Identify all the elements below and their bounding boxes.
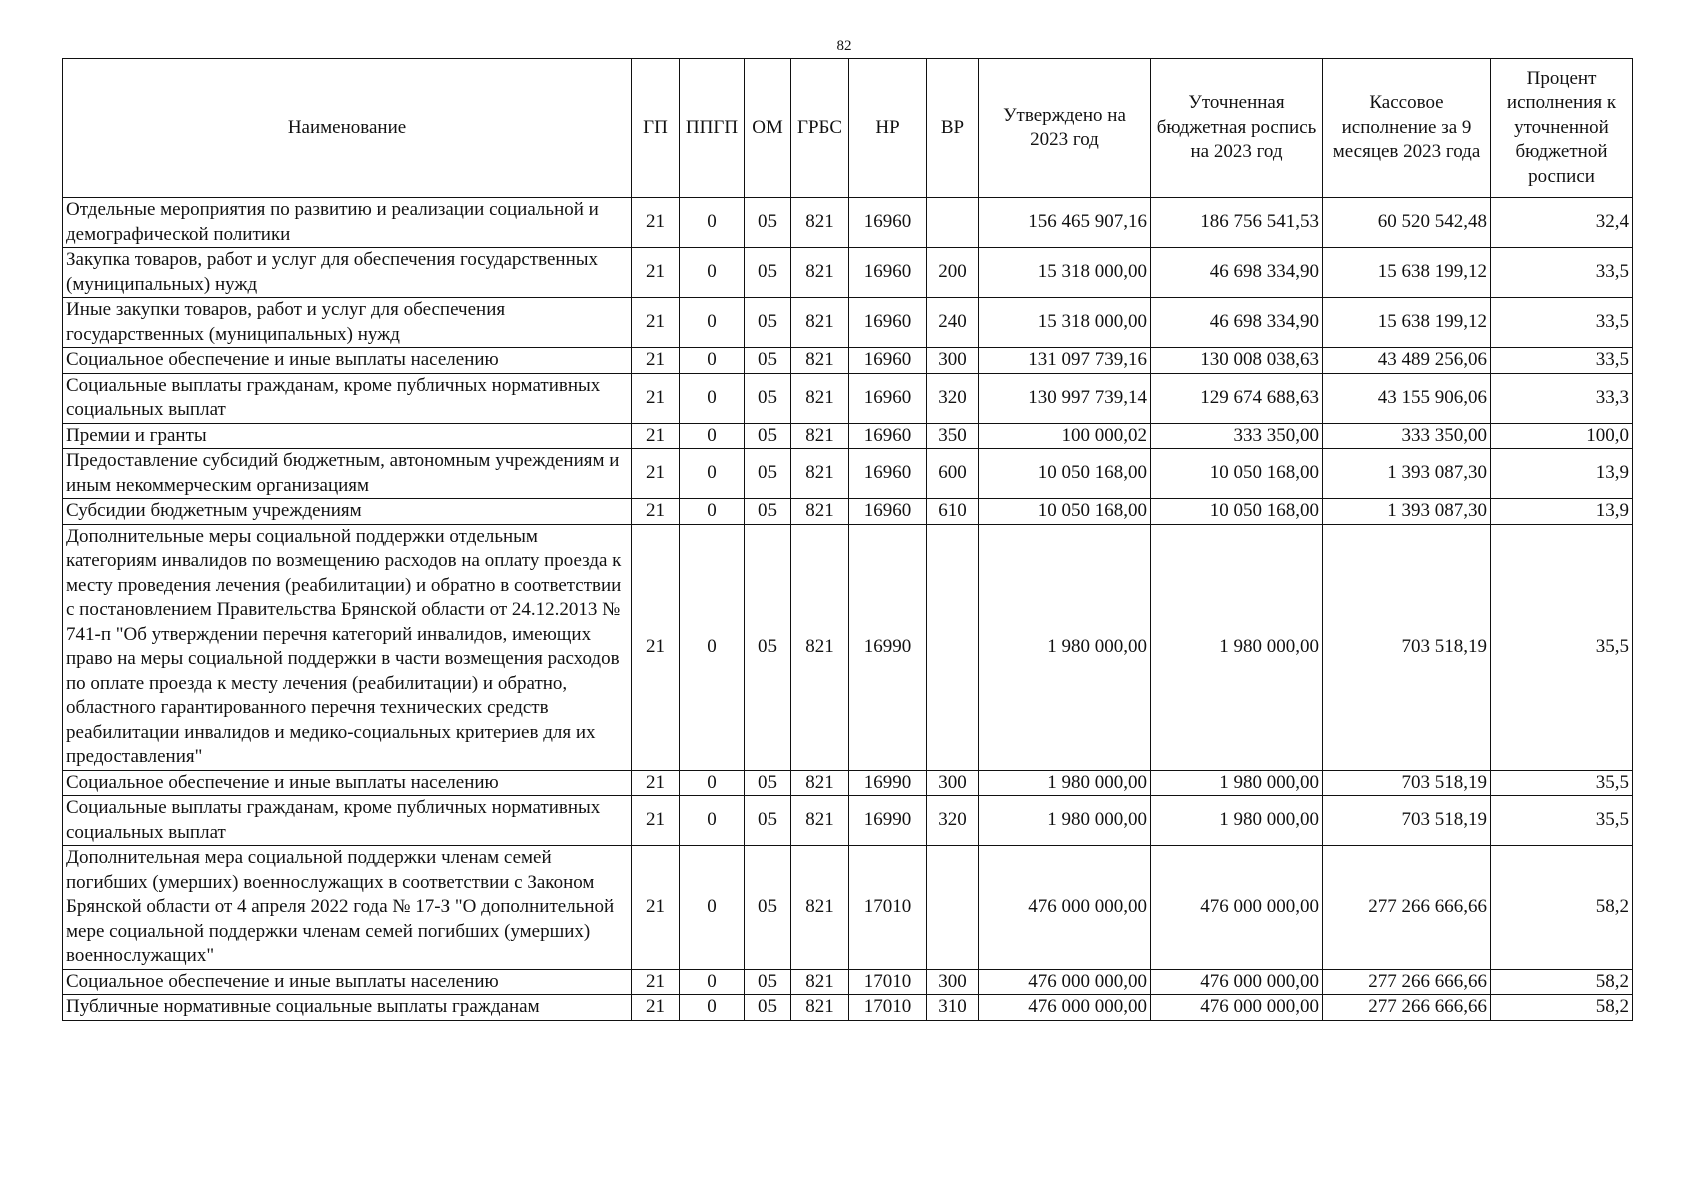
cell-percent: 35,5 bbox=[1491, 524, 1633, 770]
cell-grbs: 821 bbox=[791, 770, 849, 796]
header-gp: ГП bbox=[632, 59, 680, 198]
cell-vr: 600 bbox=[927, 449, 979, 499]
cell-cash: 277 266 666,66 bbox=[1323, 995, 1491, 1021]
cell-percent: 58,2 bbox=[1491, 846, 1633, 970]
header-cash: Кассовое исполнение за 9 месяцев 2023 года bbox=[1323, 59, 1491, 198]
cell-approved: 130 997 739,14 bbox=[979, 373, 1151, 423]
cell-gp: 21 bbox=[632, 969, 680, 995]
cell-name: Иные закупки товаров, работ и услуг для обеспечения государственных (муниципальных) нужд bbox=[63, 298, 632, 348]
cell-gp: 21 bbox=[632, 449, 680, 499]
cell-grbs: 821 bbox=[791, 969, 849, 995]
cell-cash: 333 350,00 bbox=[1323, 423, 1491, 449]
cell-percent: 35,5 bbox=[1491, 770, 1633, 796]
cell-vr: 320 bbox=[927, 373, 979, 423]
cell-ppgp: 0 bbox=[680, 846, 745, 970]
cell-refined: 10 050 168,00 bbox=[1151, 449, 1323, 499]
cell-percent: 58,2 bbox=[1491, 969, 1633, 995]
cell-ppgp: 0 bbox=[680, 524, 745, 770]
cell-nr: 16960 bbox=[849, 423, 927, 449]
cell-om: 05 bbox=[745, 770, 791, 796]
cell-vr: 350 bbox=[927, 423, 979, 449]
cell-om: 05 bbox=[745, 796, 791, 846]
cell-om: 05 bbox=[745, 348, 791, 374]
cell-cash: 43 155 906,06 bbox=[1323, 373, 1491, 423]
table-row bbox=[63, 198, 1633, 248]
cell-name: Субсидии бюджетным учреждениям bbox=[63, 499, 632, 525]
cell-om: 05 bbox=[745, 969, 791, 995]
table-row bbox=[63, 796, 1633, 846]
cell-vr bbox=[927, 198, 979, 248]
cell-approved: 1 980 000,00 bbox=[979, 524, 1151, 770]
cell-gp: 21 bbox=[632, 499, 680, 525]
table-row bbox=[63, 423, 1633, 449]
cell-vr: 610 bbox=[927, 499, 979, 525]
page-number: 82 bbox=[836, 38, 852, 54]
cell-om: 05 bbox=[745, 373, 791, 423]
cell-gp: 21 bbox=[632, 995, 680, 1021]
cell-name: Дополнительная мера социальной поддержки членам семей погибших (умерших) военнослужащих в соответствии с Законом Брянской области от 4 апреля 2022 года № 17-З "О дополнительной мере социальной поддержки членам семей погибших (умерших) военнослужащих" bbox=[63, 846, 632, 970]
header-name: Наименование bbox=[63, 59, 632, 198]
cell-refined: 1 980 000,00 bbox=[1151, 770, 1323, 796]
cell-name: Закупка товаров, работ и услуг для обеспечения государственных (муниципальных) нужд bbox=[63, 248, 632, 298]
cell-approved: 10 050 168,00 bbox=[979, 449, 1151, 499]
table-row bbox=[63, 524, 1633, 770]
cell-cash: 1 393 087,30 bbox=[1323, 449, 1491, 499]
table-row bbox=[63, 969, 1633, 995]
cell-om: 05 bbox=[745, 423, 791, 449]
cell-approved: 476 000 000,00 bbox=[979, 969, 1151, 995]
cell-percent: 58,2 bbox=[1491, 995, 1633, 1021]
table-row bbox=[63, 298, 1633, 348]
cell-percent: 35,5 bbox=[1491, 796, 1633, 846]
cell-cash: 277 266 666,66 bbox=[1323, 969, 1491, 995]
header-om: ОМ bbox=[745, 59, 791, 198]
cell-nr: 16990 bbox=[849, 524, 927, 770]
cell-ppgp: 0 bbox=[680, 995, 745, 1021]
cell-vr: 300 bbox=[927, 969, 979, 995]
cell-refined: 476 000 000,00 bbox=[1151, 846, 1323, 970]
cell-percent: 33,5 bbox=[1491, 298, 1633, 348]
cell-refined: 333 350,00 bbox=[1151, 423, 1323, 449]
cell-percent: 13,9 bbox=[1491, 499, 1633, 525]
cell-name: Публичные нормативные социальные выплаты гражданам bbox=[63, 995, 632, 1021]
cell-refined: 476 000 000,00 bbox=[1151, 995, 1323, 1021]
cell-cash: 43 489 256,06 bbox=[1323, 348, 1491, 374]
cell-percent: 32,4 bbox=[1491, 198, 1633, 248]
header-percent: Процент исполнения к уточненной бюджетной росписи bbox=[1491, 59, 1633, 198]
cell-name: Социальное обеспечение и иные выплаты населению bbox=[63, 348, 632, 374]
cell-cash: 277 266 666,66 bbox=[1323, 846, 1491, 970]
cell-gp: 21 bbox=[632, 423, 680, 449]
cell-nr: 16990 bbox=[849, 796, 927, 846]
cell-nr: 16960 bbox=[849, 198, 927, 248]
cell-approved: 476 000 000,00 bbox=[979, 846, 1151, 970]
cell-nr: 16960 bbox=[849, 248, 927, 298]
cell-percent: 33,3 bbox=[1491, 373, 1633, 423]
cell-om: 05 bbox=[745, 248, 791, 298]
cell-nr: 16960 bbox=[849, 449, 927, 499]
cell-ppgp: 0 bbox=[680, 796, 745, 846]
cell-vr: 300 bbox=[927, 348, 979, 374]
cell-approved: 156 465 907,16 bbox=[979, 198, 1151, 248]
cell-vr: 310 bbox=[927, 995, 979, 1021]
table-header-row bbox=[63, 59, 1633, 198]
cell-grbs: 821 bbox=[791, 198, 849, 248]
cell-grbs: 821 bbox=[791, 373, 849, 423]
cell-percent: 33,5 bbox=[1491, 248, 1633, 298]
cell-grbs: 821 bbox=[791, 348, 849, 374]
header-ppgp: ППГП bbox=[680, 59, 745, 198]
cell-gp: 21 bbox=[632, 846, 680, 970]
cell-ppgp: 0 bbox=[680, 348, 745, 374]
cell-approved: 131 097 739,16 bbox=[979, 348, 1151, 374]
cell-approved: 10 050 168,00 bbox=[979, 499, 1151, 525]
cell-ppgp: 0 bbox=[680, 373, 745, 423]
cell-grbs: 821 bbox=[791, 846, 849, 970]
cell-approved: 15 318 000,00 bbox=[979, 248, 1151, 298]
budget-table bbox=[62, 58, 1633, 1021]
cell-om: 05 bbox=[745, 995, 791, 1021]
cell-ppgp: 0 bbox=[680, 298, 745, 348]
cell-approved: 1 980 000,00 bbox=[979, 796, 1151, 846]
cell-nr: 17010 bbox=[849, 995, 927, 1021]
header-refined: Уточненная бюджетная роспись на 2023 год bbox=[1151, 59, 1323, 198]
cell-gp: 21 bbox=[632, 248, 680, 298]
cell-refined: 1 980 000,00 bbox=[1151, 796, 1323, 846]
cell-name: Социальное обеспечение и иные выплаты населению bbox=[63, 969, 632, 995]
cell-percent: 13,9 bbox=[1491, 449, 1633, 499]
header-grbs: ГРБС bbox=[791, 59, 849, 198]
cell-ppgp: 0 bbox=[680, 770, 745, 796]
table-row bbox=[63, 846, 1633, 970]
cell-ppgp: 0 bbox=[680, 499, 745, 525]
cell-ppgp: 0 bbox=[680, 248, 745, 298]
cell-ppgp: 0 bbox=[680, 969, 745, 995]
cell-name: Дополнительные меры социальной поддержки отдельным категориям инвалидов по возмещению расходов на оплату проезда к месту проведения лечения (реабилитации) и обратно в соответствии с постановлением Правительства Брянской области от 24.12.2013 № 741-п "Об утверждении перечня категорий инвалидов, имеющих право на меры социальной поддержки в части возмещения расходов по оплате проезда к месту лечения (реабилитации) и обратно, областного гарантированного перечня технических средств реабилитации инвалидов и медико-социальных критериев для их предоставления" bbox=[63, 524, 632, 770]
cell-cash: 703 518,19 bbox=[1323, 524, 1491, 770]
header-nr: НР bbox=[849, 59, 927, 198]
header-vr: ВР bbox=[927, 59, 979, 198]
cell-grbs: 821 bbox=[791, 524, 849, 770]
cell-om: 05 bbox=[745, 846, 791, 970]
cell-om: 05 bbox=[745, 198, 791, 248]
cell-nr: 17010 bbox=[849, 969, 927, 995]
cell-refined: 130 008 038,63 bbox=[1151, 348, 1323, 374]
cell-gp: 21 bbox=[632, 298, 680, 348]
cell-vr: 300 bbox=[927, 770, 979, 796]
cell-ppgp: 0 bbox=[680, 423, 745, 449]
cell-vr bbox=[927, 524, 979, 770]
cell-vr: 320 bbox=[927, 796, 979, 846]
cell-gp: 21 bbox=[632, 348, 680, 374]
cell-grbs: 821 bbox=[791, 298, 849, 348]
cell-refined: 129 674 688,63 bbox=[1151, 373, 1323, 423]
cell-refined: 46 698 334,90 bbox=[1151, 248, 1323, 298]
cell-approved: 1 980 000,00 bbox=[979, 770, 1151, 796]
cell-name: Социальное обеспечение и иные выплаты населению bbox=[63, 770, 632, 796]
table-row bbox=[63, 248, 1633, 298]
cell-name: Социальные выплаты гражданам, кроме публичных нормативных социальных выплат bbox=[63, 796, 632, 846]
cell-grbs: 821 bbox=[791, 995, 849, 1021]
cell-vr bbox=[927, 846, 979, 970]
cell-approved: 15 318 000,00 bbox=[979, 298, 1151, 348]
cell-ppgp: 0 bbox=[680, 198, 745, 248]
cell-approved: 476 000 000,00 bbox=[979, 995, 1151, 1021]
table-row bbox=[63, 373, 1633, 423]
cell-gp: 21 bbox=[632, 796, 680, 846]
cell-percent: 100,0 bbox=[1491, 423, 1633, 449]
cell-om: 05 bbox=[745, 524, 791, 770]
table-row bbox=[63, 499, 1633, 525]
cell-nr: 16960 bbox=[849, 348, 927, 374]
cell-cash: 703 518,19 bbox=[1323, 796, 1491, 846]
cell-om: 05 bbox=[745, 449, 791, 499]
cell-approved: 100 000,02 bbox=[979, 423, 1151, 449]
cell-percent: 33,5 bbox=[1491, 348, 1633, 374]
cell-gp: 21 bbox=[632, 524, 680, 770]
cell-cash: 15 638 199,12 bbox=[1323, 298, 1491, 348]
cell-om: 05 bbox=[745, 499, 791, 525]
cell-refined: 10 050 168,00 bbox=[1151, 499, 1323, 525]
cell-gp: 21 bbox=[632, 198, 680, 248]
cell-grbs: 821 bbox=[791, 449, 849, 499]
cell-grbs: 821 bbox=[791, 796, 849, 846]
cell-nr: 16960 bbox=[849, 373, 927, 423]
cell-nr: 16990 bbox=[849, 770, 927, 796]
cell-gp: 21 bbox=[632, 770, 680, 796]
cell-nr: 16960 bbox=[849, 499, 927, 525]
cell-nr: 17010 bbox=[849, 846, 927, 970]
cell-cash: 15 638 199,12 bbox=[1323, 248, 1491, 298]
table-row bbox=[63, 348, 1633, 374]
cell-refined: 1 980 000,00 bbox=[1151, 524, 1323, 770]
cell-grbs: 821 bbox=[791, 499, 849, 525]
cell-name: Отдельные мероприятия по развитию и реализации социальной и демографической политики bbox=[63, 198, 632, 248]
cell-name: Предоставление субсидий бюджетным, автономным учреждениям и иным некоммерческим организациям bbox=[63, 449, 632, 499]
cell-cash: 60 520 542,48 bbox=[1323, 198, 1491, 248]
cell-om: 05 bbox=[745, 298, 791, 348]
cell-ppgp: 0 bbox=[680, 449, 745, 499]
cell-refined: 186 756 541,53 bbox=[1151, 198, 1323, 248]
table-row bbox=[63, 770, 1633, 796]
header-approved: Утверждено на 2023 год bbox=[979, 59, 1151, 198]
cell-vr: 200 bbox=[927, 248, 979, 298]
cell-name: Премии и гранты bbox=[63, 423, 632, 449]
cell-name: Социальные выплаты гражданам, кроме публичных нормативных социальных выплат bbox=[63, 373, 632, 423]
cell-grbs: 821 bbox=[791, 248, 849, 298]
cell-gp: 21 bbox=[632, 373, 680, 423]
cell-nr: 16960 bbox=[849, 298, 927, 348]
cell-vr: 240 bbox=[927, 298, 979, 348]
cell-cash: 703 518,19 bbox=[1323, 770, 1491, 796]
table-row bbox=[63, 449, 1633, 499]
cell-refined: 476 000 000,00 bbox=[1151, 969, 1323, 995]
table-row bbox=[63, 995, 1633, 1021]
cell-cash: 1 393 087,30 bbox=[1323, 499, 1491, 525]
cell-refined: 46 698 334,90 bbox=[1151, 298, 1323, 348]
cell-grbs: 821 bbox=[791, 423, 849, 449]
